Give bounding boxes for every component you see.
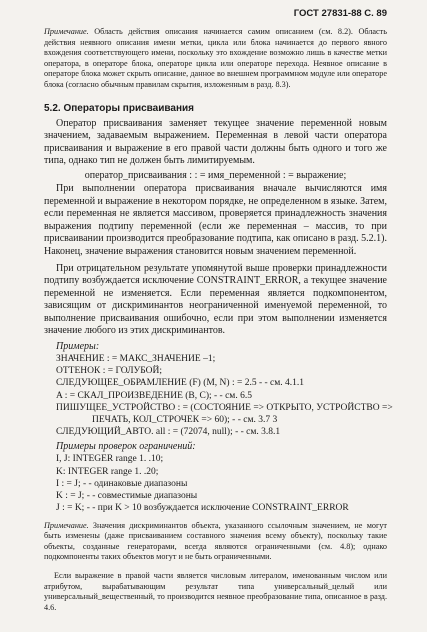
constraint-line: K: INTEGER range 1. .20; bbox=[56, 466, 159, 477]
note-lead: Примечание. bbox=[44, 520, 89, 530]
note-lead: Примечание. bbox=[44, 27, 89, 36]
example-line: A : = СКАЛ_ПРОИЗВЕДЕНИЕ (B, C); - - см. 6.5 bbox=[56, 390, 252, 401]
example-line: ПЕЧАТЬ, КОЛ_СТРОЧЕК => 60); - - см. 3.7 3 bbox=[92, 415, 278, 426]
paragraph-1: Оператор присваивания заменяет текущее значение переменной новым значением, задаваемым выражением. Переменная в левой части оператора присваивания и выражение в его правой части должны быть одного и того же типа, однако тип не должен быть лимитируемым. bbox=[44, 117, 387, 167]
syntax-formula: оператор_присваивания : : = имя_переменной : = выражение; bbox=[84, 169, 347, 181]
constraint-examples-label: Примеры проверок ограничений: bbox=[56, 441, 196, 453]
page-header: ГОСТ 27831-88 С. 89 bbox=[293, 8, 387, 19]
paragraph-3: При отрицательном результате упомянутой выше проверки принадлежности подтипу возбуждается исключение CONSTRAINT_ERROR, а текущее значение переменной не изменяется. Если переменная является подкомпонентом, зависящим от дискриминантов неограниченной именуемой переменной, то выполнение присваивания ошибочно, если при этом выполнении изменяется значение любого из этих дискриминантов. bbox=[44, 262, 387, 337]
example-line: СЛЕДУЮЩЕЕ_ОБРАМЛЕНИЕ (F) (M, N) : = 2.5 - - см. 4.1.1 bbox=[56, 378, 305, 389]
paragraph-4: Если выражение в правой части является числовым литералом, именованным числом или атрибутом, вырабатывающим результат типа универсальный_целый или универсальный_вещественный, то производится неявное преобразование типа, описанное в разд. 4.6. bbox=[44, 571, 387, 612]
note-text: Область действия описания начинается самим описанием (см. 8.2). Область действия неявного описания имени метки, цикла или блока начинается до первого явного вхождения соответствующего имени, поскольку это вхождение возможно лишь в качестве метки оператора, в операторе блока, операторе цикла или операторе перехода. Неявное описание в операторе блока может скрыть описание, данное во внешнем программном модуле или операторе блока (согласно обычным правилам скрытия, изложенным в разд. 8.3). bbox=[44, 27, 387, 89]
constraint-line: I : = J; - - одинаковые диапазоны bbox=[56, 478, 188, 489]
note-text: Значения дискриминантов объекта, указанного ссылочным значением, не могут быть изменены (даже присваиванием составного значения всему объекту), поскольку такие объекты, созданные генераторами, всегда являются ограниченными (см. 4.8); однако подкомпоненты таких объектов могут и не быть ограниченными. bbox=[44, 520, 387, 562]
paragraph-2: При выполнении оператора присваивания вначале вычисляются имя переменной и выражение в некотором порядке, не определенном в языке. Затем, если переменная не является массивом, проверяется принадлежность значения выражения подтипу переменной (если же переменная – массив, то при присваивании производится преобразование подтипа, как описано в разд. 5.2.1). Наконец, значение выражения становится новым значением переменной. bbox=[44, 182, 387, 257]
constraint-line: K : = J; - - совместимые диапазоны bbox=[56, 491, 198, 502]
examples-label: Примеры: bbox=[56, 341, 100, 353]
constraint-line: J : = K; - - при K > 10 возбуждается исключение CONSTRAINT_ERROR bbox=[56, 503, 349, 514]
example-line: СЛЕДУЮЩИЙ_АВТО. all : = (72074, null); - - см. 3.8.1 bbox=[56, 427, 281, 438]
example-line: ЗНАЧЕНИЕ : = МАКС_ЗНАЧЕНИЕ –1; bbox=[56, 354, 216, 365]
note-scope bbox=[44, 27, 387, 91]
note-discriminants bbox=[44, 521, 387, 563]
example-line: ПИШУЩЕЕ_УСТРОЙСТВО : = (СОСТОЯНИЕ => ОТКРЫТО, УСТРОЙСТВО => bbox=[56, 402, 393, 413]
example-line: ОТТЕНОК : = ГОЛУБОЙ; bbox=[56, 366, 163, 377]
section-title: 5.2. Операторы присваивания bbox=[44, 102, 194, 114]
constraint-line: I, J: INTEGER range 1. .10; bbox=[56, 454, 164, 465]
